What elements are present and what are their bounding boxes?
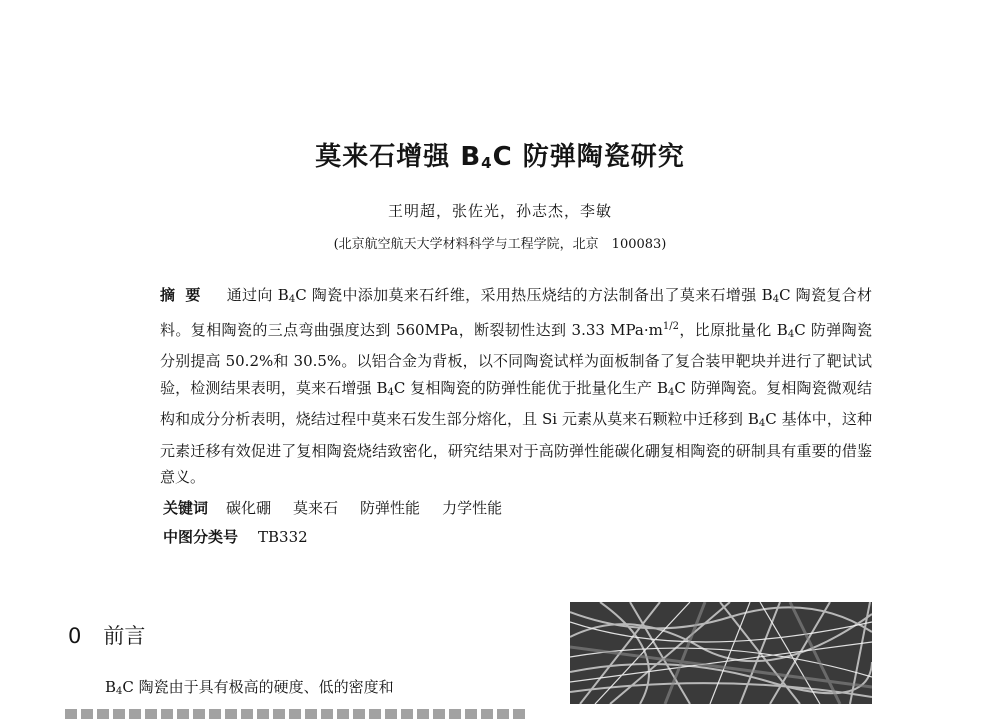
intro-text: B bbox=[105, 678, 117, 696]
abstract-text: 通过向 B bbox=[226, 286, 289, 304]
abstract-text: C 防弹陶瓷分别提高 50.2%和 30.5%。以铝合金为背板，以不同陶瓷试样为面板制备了复合装甲靶块并进行了靶试试验，检测结果表明，莫来石增强 B bbox=[160, 320, 872, 397]
abstract-text: C 基体中，这种元素迁移有效促进了复相陶瓷烧结致密化，研究结果对于高防弹性能碳化硼复相陶瓷的研制具有重要的借鉴意义。 bbox=[160, 410, 872, 486]
abstract-text: ，比原批量化 B bbox=[678, 320, 788, 339]
keyword-item: 防弹性能 bbox=[360, 499, 421, 517]
section-number: 0 bbox=[68, 624, 82, 648]
section-heading bbox=[68, 620, 145, 650]
author-list: 王明超，张佐光，孙志杰，李敏 bbox=[387, 202, 612, 220]
intro-subscript: 4 bbox=[116, 686, 123, 697]
title-text-2: C 防弹陶瓷研究 bbox=[492, 142, 685, 172]
fiber-texture bbox=[570, 602, 872, 704]
cut-off-text-line bbox=[65, 709, 525, 719]
section-title: 前言 bbox=[103, 624, 146, 648]
sem-micrograph-image bbox=[570, 602, 872, 704]
abstract-subscript: 4 bbox=[787, 328, 795, 340]
abstract bbox=[160, 282, 872, 491]
abstract-subscript: 4 bbox=[772, 294, 780, 305]
abstract-superscript: 1/2 bbox=[662, 320, 679, 332]
classification-label: 中图分类号 bbox=[163, 528, 239, 546]
abstract-subscript: 4 bbox=[387, 386, 394, 398]
abstract-label: 摘要 bbox=[160, 286, 211, 304]
affiliation: (北京航空航天大学材料科学与工程学院，北京 100083) bbox=[333, 237, 667, 252]
keywords-label: 关键词 bbox=[163, 499, 209, 517]
keyword-item: 莫来石 bbox=[293, 499, 339, 517]
intro-text: C 陶瓷由于具有极高的硬度、低的密度和 bbox=[122, 678, 394, 696]
classification-number bbox=[163, 526, 308, 547]
abstract-text: C 陶瓷中添加莫来石纤维，采用热压烧结的方法制备出了莫来石增强 B bbox=[295, 286, 773, 304]
title-text-1: 莫来石增强 B bbox=[315, 142, 482, 172]
keyword-item: 碳化硼 bbox=[226, 499, 272, 517]
abstract-subscript: 4 bbox=[288, 294, 296, 305]
intro-paragraph bbox=[105, 674, 485, 719]
classification-value: TB332 bbox=[258, 528, 308, 546]
paper-title bbox=[0, 136, 1000, 173]
keywords bbox=[163, 497, 524, 518]
abstract-subscript: 4 bbox=[758, 418, 766, 429]
abstract-text: C 复相陶瓷的防弹性能优于批量化生产 B bbox=[393, 378, 668, 397]
abstract-text: C 防弹陶瓷。复相陶瓷微观结构和成分分析表明，烧结过程中莫来石发生部分熔化，且 Si 元素从莫来石颗粒中迁移到 B bbox=[160, 378, 872, 428]
abstract-text: C 陶瓷复合材料。复相陶瓷的三点弯曲强度达到 560MPa，断裂韧性达到 3.33 MPa·m bbox=[160, 286, 872, 339]
abstract-subscript: 4 bbox=[668, 386, 675, 398]
title-subscript: 4 bbox=[481, 154, 493, 172]
keyword-item: 力学性能 bbox=[442, 499, 503, 517]
